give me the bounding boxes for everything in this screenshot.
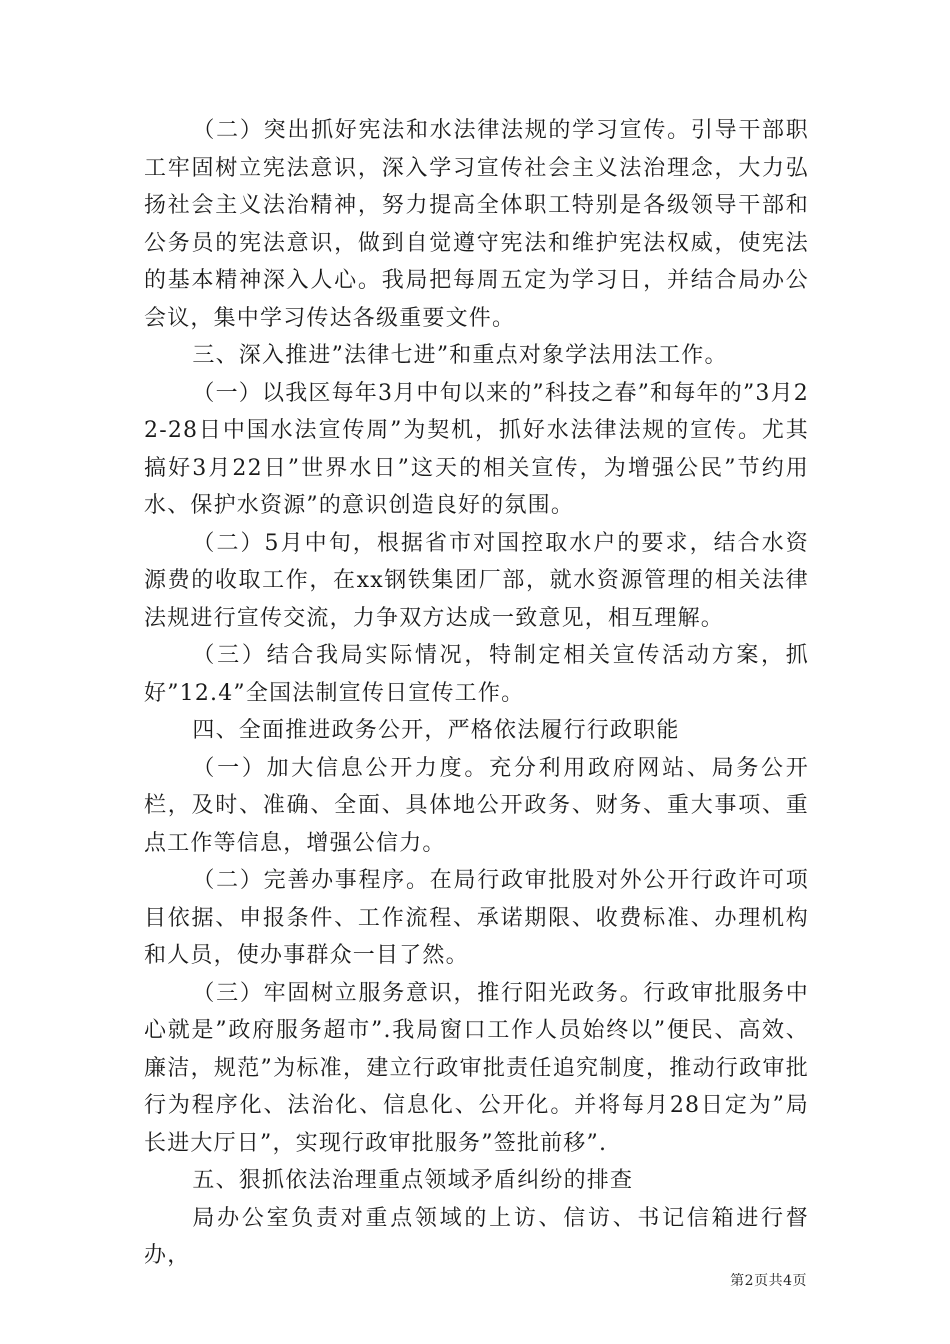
paragraph-service-awareness: （三）牢固树立服务意识，推行阳光政务。行政审批服务中心就是”政府服务超市”.我局窗口工作人员始终以”便民、高效、廉洁，规范”为标准，建立行政审批责任追究制度，推动行政审批行为程序化、法治化、信息化、公开化。并将每月28日定为”局长进大厅日”，实现行政审批服务”签批前移”. bbox=[144, 980, 809, 1156]
paragraph-procedures: （二）完善办事程序。在局行政审批股对外公开行政许可项目依据、申报条件、工作流程、承诺期限、收费标准、办理机构和人员，使办事群众一目了然。 bbox=[144, 868, 809, 968]
paragraph-legal-day: （三）结合我局实际情况，特制定相关宣传活动方案，抓好”12.4”全国法制宣传日宣传工作。 bbox=[144, 643, 809, 706]
document-body bbox=[144, 112, 809, 1275]
paragraph-may-exchange: （二）5月中旬，根据省市对国控取水户的要求，结合水资源费的收取工作，在xx钢铁集团厂部，就水资源管理的相关法律法规进行宣传交流，力争双方达成一致意见，相互理解。 bbox=[144, 530, 809, 631]
paragraph-water-law-week: （一）以我区每年3月中旬以来的”科技之春”和每年的”3月22-28日中国水法宣传周”为契机，抓好水法律法规的宣传。尤其搞好3月22日”世界水日”这天的相关宣传，为增强公民”节约用水、保护水资源”的意识创造良好的氛围。 bbox=[144, 380, 809, 518]
page-number: 第2页共4页 bbox=[730, 1273, 807, 1289]
paragraph-info-disclosure: （一）加大信息公开力度。充分利用政府网站、局务公开栏，及时、准确、全面、具体地公开政务、财务、重大事项、重点工作等信息，增强公信力。 bbox=[144, 755, 809, 856]
section-heading-four: 四、全面推进政务公开，严格依法履行行政职能 bbox=[192, 718, 680, 743]
paragraph-office-supervision: 局办公室负责对重点领域的上访、信访、书记信箱进行督办， bbox=[144, 1205, 809, 1268]
section-heading-five: 五、狠抓依法治理重点领域矛盾纠纷的排查 bbox=[192, 1168, 634, 1193]
paragraph-constitution-study: （二）突出抓好宪法和水法律法规的学习宣传。引导干部职工牢固树立宪法意识，深入学习宣传社会主义法治理念，大力弘扬社会主义法治精神，努力提高全体职工特别是各级领导干部和公务员的宪法意识，做到自觉遵守宪法和维护宪法权威，使宪法的基本精神深入人心。我局把每周五定为学习日，并结合局办公会议，集中学习传达各级重要文件。 bbox=[144, 118, 809, 331]
section-heading-three: 三、深入推进”法律七进”和重点对象学法用法工作。 bbox=[192, 343, 728, 368]
